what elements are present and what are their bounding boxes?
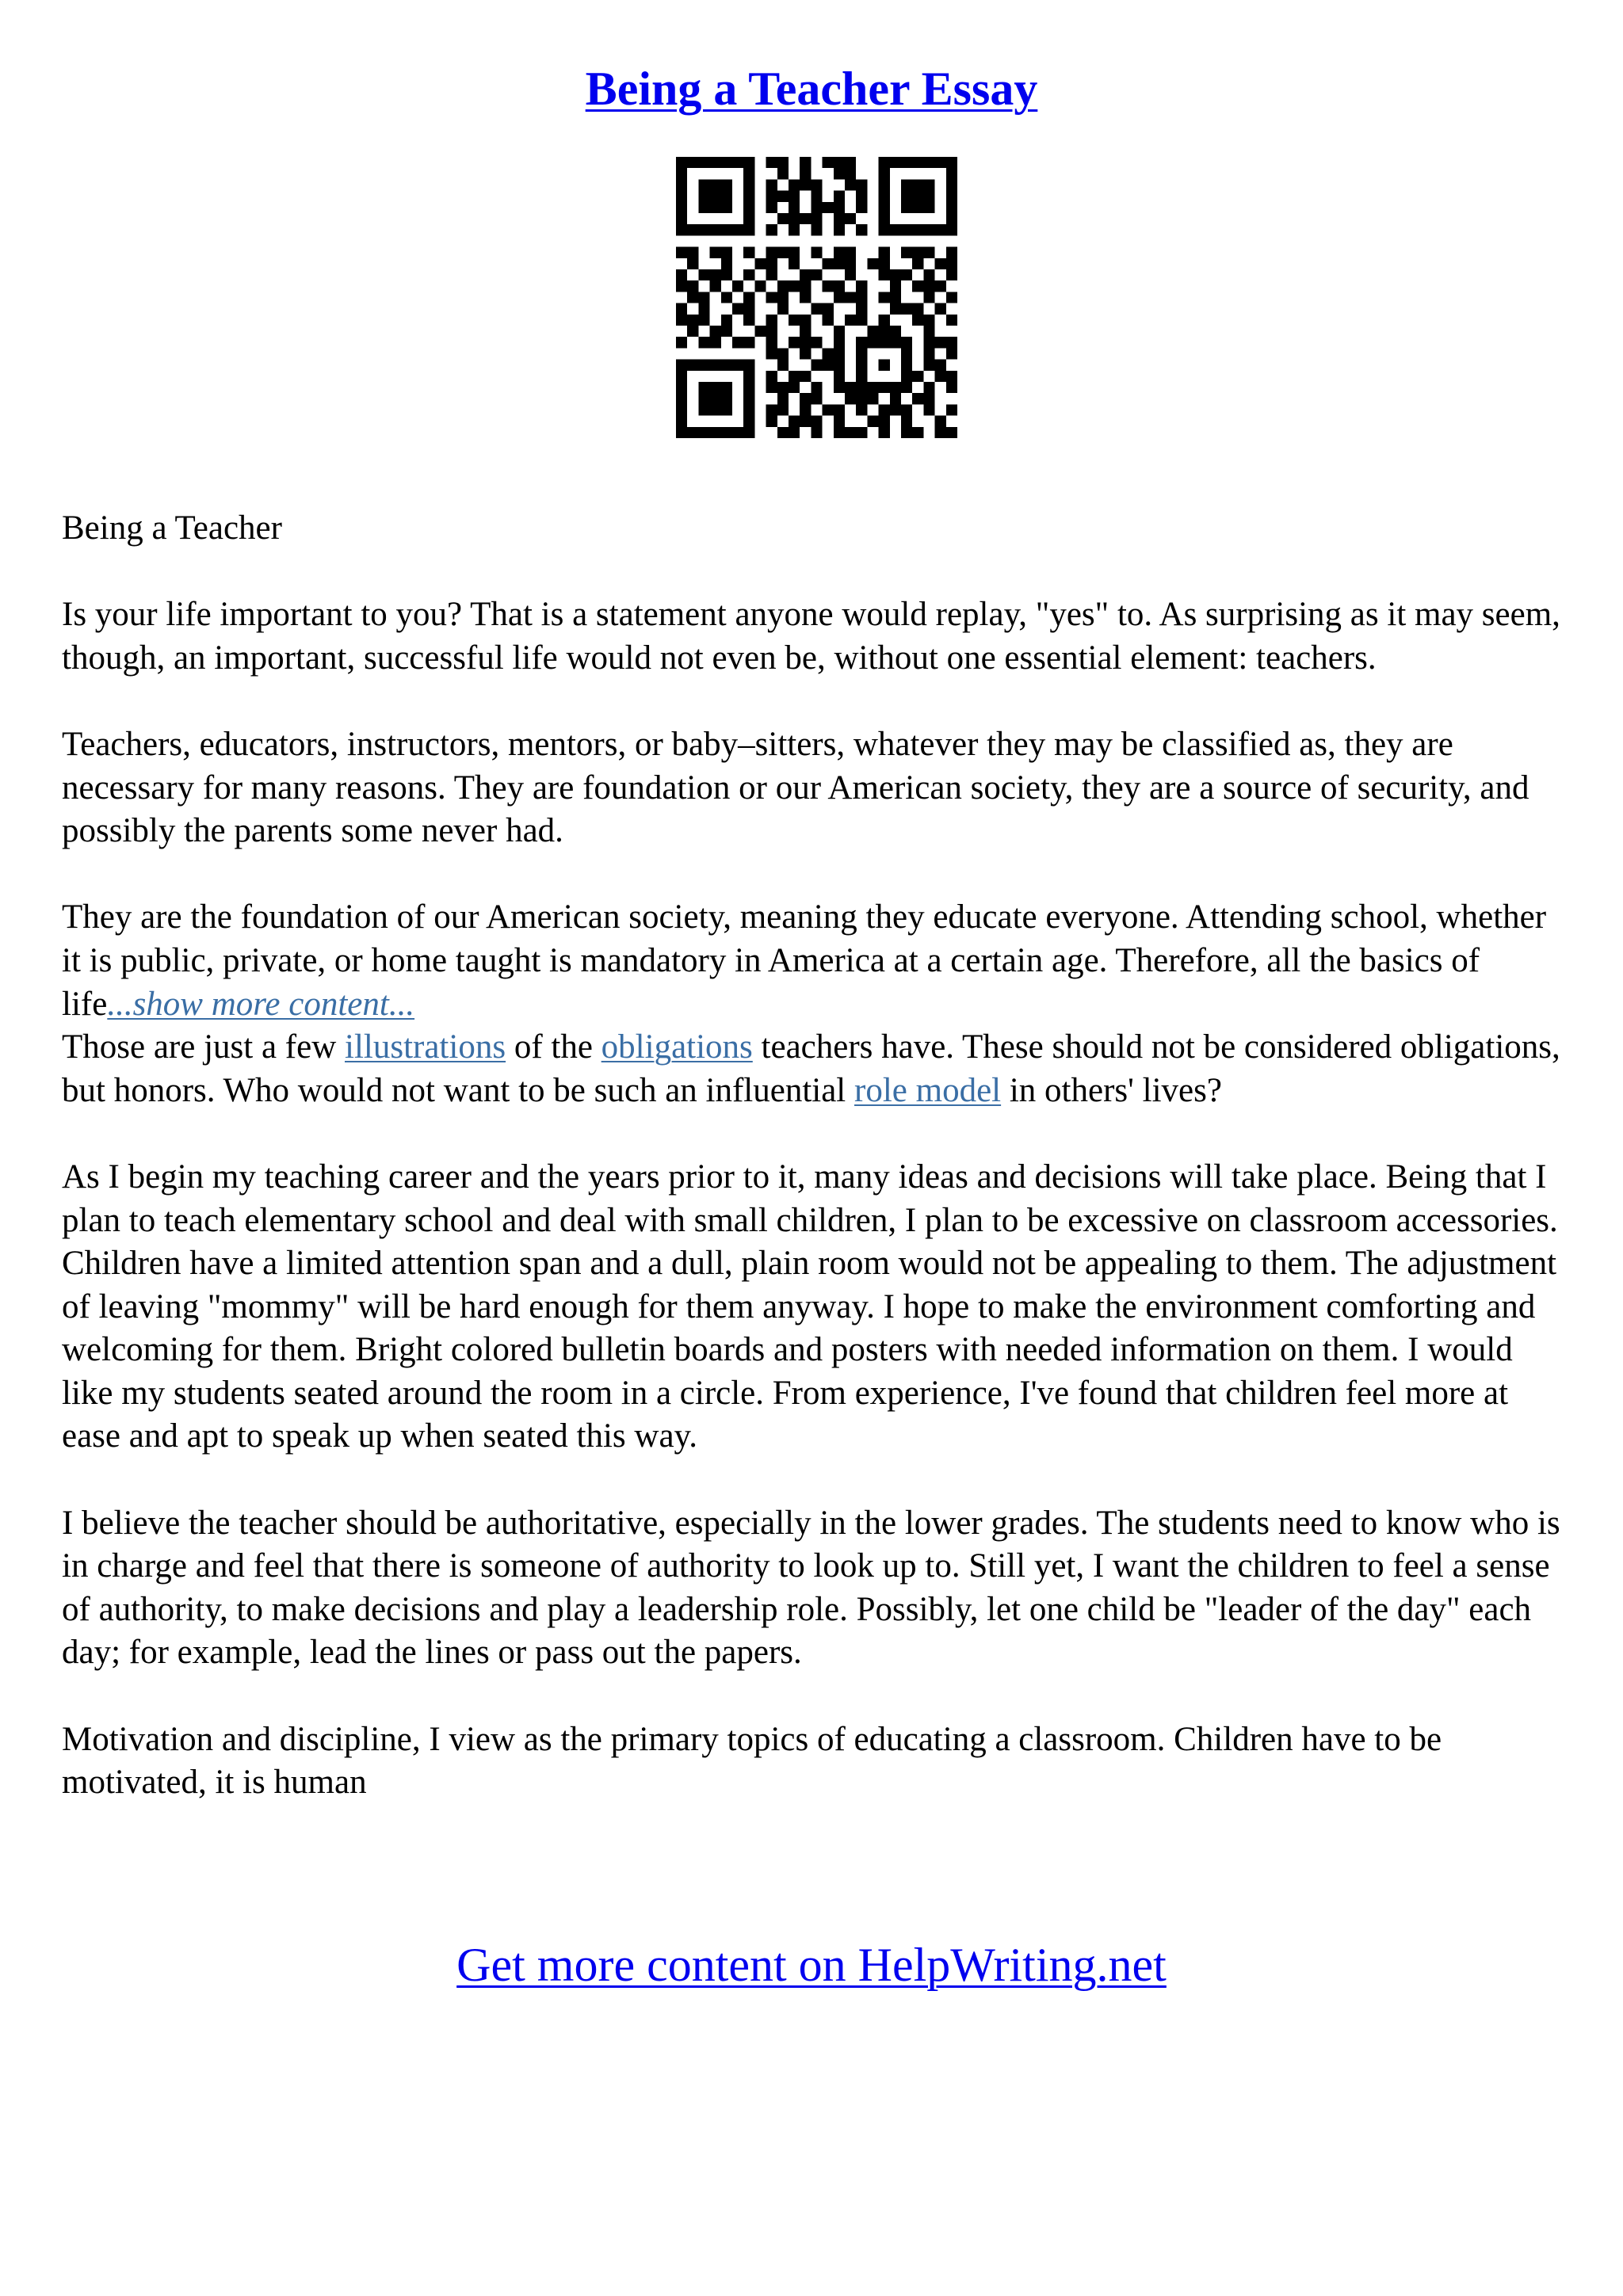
paragraph-4-text-a: Those are just a few: [62, 1028, 345, 1066]
paragraph-1: Is your life important to you? That is a statement anyone would replay, "yes" to. As surprising as it may seem, though, an important, successful life would not even be, without one essential element: teachers.: [62, 596, 1560, 677]
title-link[interactable]: Being a Teacher Essay: [585, 63, 1038, 115]
footer: [0, 1933, 1623, 1997]
paragraph-4: [62, 1026, 1568, 1112]
qr-code-image: [676, 157, 957, 438]
paragraph-3: [62, 896, 1568, 1026]
page-title: [0, 57, 1623, 120]
paragraph-4-text-d: in others' lives?: [1001, 1071, 1222, 1109]
paragraph-6: I believe the teacher should be authoritative, especially in the lower grades. The students need to know who is in charge and feel that there is someone of authority to look up to. Still yet, I want the children to feel a sense of authority, to make decisions and play a leadership role. Possibly, let one child be "leader of the day" each day; for example, lead the lines or pass out the papers.: [62, 1504, 1560, 1672]
get-more-content-link[interactable]: Get more content on HelpWriting.net: [456, 1939, 1167, 1991]
illustrations-link[interactable]: illustrations: [345, 1028, 506, 1066]
paragraph-2: Teachers, educators, instructors, mentors, or baby–sitters, whatever they may be classified as, they are necessary for many reasons. They are foundation or our American society, they are a source of security, and possibly the parents some never had.: [62, 725, 1529, 850]
paragraph-7: Motivation and discipline, I view as the primary topics of educating a classroom. Children have to be motivated, it is human: [62, 1720, 1442, 1802]
obligations-link[interactable]: obligations: [601, 1028, 753, 1066]
show-more-link[interactable]: ...show more content...: [107, 985, 415, 1023]
qr-code: [676, 157, 957, 438]
essay-body: [62, 507, 1568, 1805]
paragraph-4-text-c: teachers have. These should not be considered obligations, but honors. Who would not want to be such an influential: [62, 1028, 1560, 1109]
paragraph-4-text-b: of the: [506, 1028, 601, 1066]
essay-heading: Being a Teacher: [62, 509, 282, 547]
paragraph-5: As I begin my teaching career and the years prior to it, many ideas and decisions will take place. Being that I plan to teach elementary school and deal with small children, I plan to be excessive on classroom accessories. Children have a limited attention span and a dull, plain room would not be appealing to them. The adjustment of leaving "mommy" will be hard enough for them anyway. I hope to make the environment comforting and welcoming for them. Bright colored bulletin boards and posters with needed information on them. I would like my students seated around the room in a circle. From experience, I've found that children feel more at ease and apt to speak up when seated this way.: [62, 1158, 1558, 1455]
paragraph-3-text: They are the foundation of our American society, meaning they educate everyone. Attending school, whether it is public, private, or home taught is mandatory in America at a certain age. Therefore, all the basics of life: [62, 898, 1547, 1023]
role-model-link[interactable]: role model: [854, 1071, 1002, 1109]
